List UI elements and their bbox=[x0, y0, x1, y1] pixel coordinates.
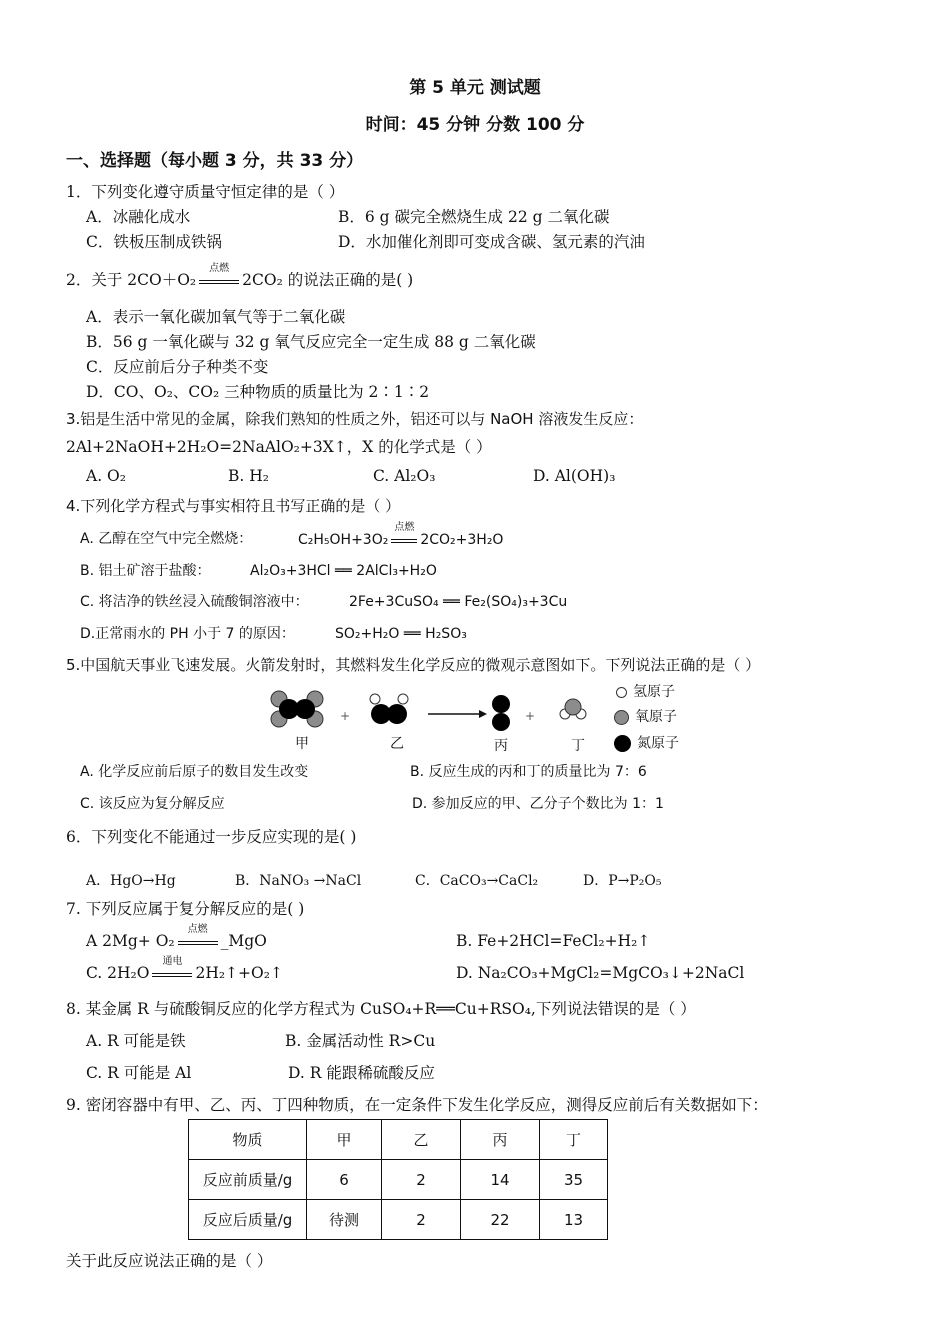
table-cell: 13 bbox=[540, 1200, 608, 1240]
q6-stem: 6．下列变化不能通过一步反应实现的是( ) bbox=[66, 828, 357, 846]
q7-option-d: D. Na₂CO₃+MgCl₂=MgCO₃↓+2NaCl bbox=[456, 964, 745, 982]
q3-option-b: B. H₂ bbox=[228, 467, 269, 485]
q1-option-a: A．冰融化成水 bbox=[86, 208, 191, 226]
q2-option-c: C．反应前后分子种类不变 bbox=[86, 358, 269, 376]
q7-option-c bbox=[86, 956, 283, 983]
q6-option-b: B．NaNO₃ →NaCl bbox=[235, 873, 362, 889]
q4-option-d-text: D.正常雨水的 PH 小于 7 的原因： bbox=[80, 626, 295, 642]
q8-option-a: A. R 可能是铁 bbox=[86, 1032, 186, 1050]
table-row bbox=[189, 1160, 608, 1200]
q7-option-b: B. Fe+2HCl=FeCl₂+H₂↑ bbox=[456, 932, 651, 950]
table-header-row bbox=[189, 1120, 608, 1160]
q3-equation: 2Al+2NaOH+2H₂O=2NaAlO₂+3X↑，X 的化学式是（ ） bbox=[66, 438, 492, 456]
q4-option-d-eq: SO₂+H₂O ══ H₂SO₃ bbox=[335, 626, 467, 642]
oxygen-atom bbox=[565, 699, 581, 715]
table-cell: 22 bbox=[461, 1200, 540, 1240]
table-cell: 35 bbox=[540, 1160, 608, 1200]
q3-stem: 3.铝是生活中常见的金属，除我们熟知的性质之外，铝还可以与 NaOH 溶液发生反应： bbox=[66, 410, 644, 428]
q7-a-post: _MgO bbox=[220, 932, 267, 950]
reaction-condition: 点燃 bbox=[187, 924, 208, 935]
legend-label: 氢原子 bbox=[633, 684, 675, 700]
hydrogen-atom-icon bbox=[616, 687, 627, 698]
q4-option-b-eq: Al₂O₃+3HCl ══ 2AlCl₃+H₂O bbox=[250, 563, 437, 579]
q3-option-c: C. Al₂O₃ bbox=[373, 467, 436, 485]
label-ding: 丁 bbox=[571, 738, 585, 754]
table-cell: 2 bbox=[382, 1200, 461, 1240]
table-cell: 14 bbox=[461, 1160, 540, 1200]
section-heading: 一、选择题（每小题 3 分，共 33 分） bbox=[66, 151, 364, 171]
q5-stem: 5.中国航天事业飞速发展。火箭发射时，其燃料发生化学反应的微观示意图如下。下列说法正确的是（ ） bbox=[66, 656, 761, 674]
q7-option-a bbox=[86, 924, 267, 951]
plus-sign: + bbox=[340, 709, 351, 723]
reaction-arrow bbox=[152, 956, 192, 980]
q8-option-d: D. R 能跟稀硫酸反应 bbox=[288, 1064, 435, 1082]
reaction-condition: 通电 bbox=[162, 956, 183, 967]
data-table bbox=[188, 1119, 608, 1240]
reaction-condition: 点燃 bbox=[394, 522, 415, 533]
q6-option-d: D．P→P₂O₅ bbox=[583, 873, 662, 889]
q1-stem: 1．下列变化遵守质量守恒定律的是（ ） bbox=[66, 183, 345, 201]
q1-option-c: C．铁板压制成铁锅 bbox=[86, 233, 222, 251]
q4-option-a-eq bbox=[298, 522, 504, 549]
q5-option-a: A. 化学反应前后原子的数目发生改变 bbox=[80, 764, 309, 780]
q2-stem-pre: 2．关于 2CO＋O₂ bbox=[66, 271, 197, 289]
reaction-arrow bbox=[178, 924, 218, 948]
molecule-ding bbox=[560, 699, 586, 719]
reaction-arrow bbox=[391, 522, 417, 546]
table-header-cell: 物质 bbox=[189, 1120, 307, 1160]
oxygen-atom-icon bbox=[614, 710, 629, 725]
table-cell: 6 bbox=[307, 1160, 382, 1200]
legend-label: 氧原子 bbox=[635, 709, 677, 725]
q4-option-c-eq: 2Fe+3CuSO₄ ══ Fe₂(SO₄)₃+3Cu bbox=[349, 594, 568, 610]
table-cell: 待测 bbox=[307, 1200, 382, 1240]
label-yi: 乙 bbox=[390, 736, 404, 752]
q5-option-d: D. 参加反应的甲、乙分子个数比为 1：1 bbox=[412, 796, 664, 812]
q9-stem: 9. 密闭容器中有甲、乙、丙、丁四种物质，在一定条件下发生化学反应，测得反应前后有关数据如下： bbox=[66, 1096, 768, 1114]
reaction-condition: 点燃 bbox=[209, 263, 230, 274]
nitrogen-atom bbox=[295, 699, 315, 719]
nitrogen-atom bbox=[492, 695, 510, 713]
hydrogen-atom bbox=[398, 694, 408, 704]
plus-sign: + bbox=[525, 709, 536, 723]
q1-option-d: D．水加催化剂即可变成含碳、氢元素的汽油 bbox=[338, 233, 645, 251]
table-header-cell: 丁 bbox=[540, 1120, 608, 1160]
q2-option-d: D．CO、O₂、CO₂ 三种物质的质量比为 2∶1∶2 bbox=[86, 383, 430, 401]
q8-option-b: B. 金属活动性 R>Cu bbox=[285, 1032, 436, 1050]
q2-option-b: B．56 g 一氧化碳与 32 g 氧气反应完全一定生成 88 g 二氧化碳 bbox=[86, 333, 536, 351]
q5-option-c: C. 该反应为复分解反应 bbox=[80, 796, 225, 812]
legend-oxygen bbox=[614, 709, 677, 726]
q4-option-a-text: A. 乙醇在空气中完全燃烧： bbox=[80, 531, 253, 547]
q8-option-c: C. R 可能是 Al bbox=[86, 1064, 192, 1082]
q4-option-b-text: B. 铝土矿溶于盐酸： bbox=[80, 563, 211, 579]
q8-stem: 8. 某金属 R 与硫酸铜反应的化学方程式为 CuSO₄+R══Cu+RSO₄,下列说法错误的是（ ） bbox=[66, 1000, 696, 1018]
arrow-head-icon bbox=[479, 710, 487, 718]
q5-option-b: B. 反应生成的丙和丁的质量比为 7：6 bbox=[410, 764, 647, 780]
nitrogen-atom-icon bbox=[614, 735, 631, 752]
q6-option-a: A．HgO→Hg bbox=[86, 873, 176, 889]
label-jia: 甲 bbox=[295, 736, 309, 752]
q2-stem bbox=[66, 263, 414, 290]
reaction-arrow bbox=[199, 263, 239, 287]
q4-a-right: 2CO₂+3H₂O bbox=[420, 532, 504, 548]
q2-stem-post: 2CO₂ 的说法正确的是( ) bbox=[242, 271, 414, 289]
table-cell: 2 bbox=[382, 1160, 461, 1200]
nitrogen-atom bbox=[492, 713, 510, 731]
table-cell: 反应后质量/g bbox=[189, 1200, 307, 1240]
q7-a-pre: A 2Mg+ O₂ bbox=[86, 932, 175, 950]
table-row bbox=[189, 1200, 608, 1240]
q4-a-left: C₂H₅OH+3O₂ bbox=[298, 532, 389, 548]
page-subtitle: 时间：45 分钟 分数 100 分 bbox=[365, 115, 585, 135]
legend-hydrogen bbox=[616, 684, 675, 701]
nitrogen-atom bbox=[387, 704, 407, 724]
q2-option-a: A．表示一氧化碳加氧气等于二氧化碳 bbox=[86, 308, 346, 326]
page-title: 第 5 单元 测试题 bbox=[409, 78, 541, 98]
q6-option-c: C．CaCO₃→CaCl₂ bbox=[415, 873, 539, 889]
table-cell: 反应前质量/g bbox=[189, 1160, 307, 1200]
q3-option-a: A. O₂ bbox=[86, 467, 126, 485]
q9-after: 关于此反应说法正确的是（ ） bbox=[66, 1252, 273, 1270]
q7-stem: 7. 下列反应属于复分解反应的是( ) bbox=[66, 900, 305, 918]
q7-c-post: 2H₂↑+O₂↑ bbox=[195, 964, 283, 982]
molecule-jia bbox=[271, 691, 323, 727]
table-header-cell: 甲 bbox=[307, 1120, 382, 1160]
label-bing: 丙 bbox=[494, 738, 508, 754]
q4-option-c-text: C. 将洁净的铁丝浸入硫酸铜溶液中： bbox=[80, 594, 309, 610]
q4-stem: 4.下列化学方程式与事实相符且书写正确的是（ ） bbox=[66, 497, 401, 515]
q7-c-pre: C. 2H₂O bbox=[86, 964, 150, 982]
molecule-yi bbox=[370, 694, 408, 724]
q1-option-b: B．6 g 碳完全燃烧生成 22 g 二氧化碳 bbox=[338, 208, 610, 226]
molecule-bing bbox=[492, 695, 510, 731]
table-header-cell: 丙 bbox=[461, 1120, 540, 1160]
legend-label: 氮原子 bbox=[637, 735, 679, 752]
hydrogen-atom bbox=[370, 694, 380, 704]
q3-option-d: D. Al(OH)₃ bbox=[533, 467, 616, 485]
table-header-cell: 乙 bbox=[382, 1120, 461, 1160]
legend-nitrogen bbox=[614, 735, 679, 752]
